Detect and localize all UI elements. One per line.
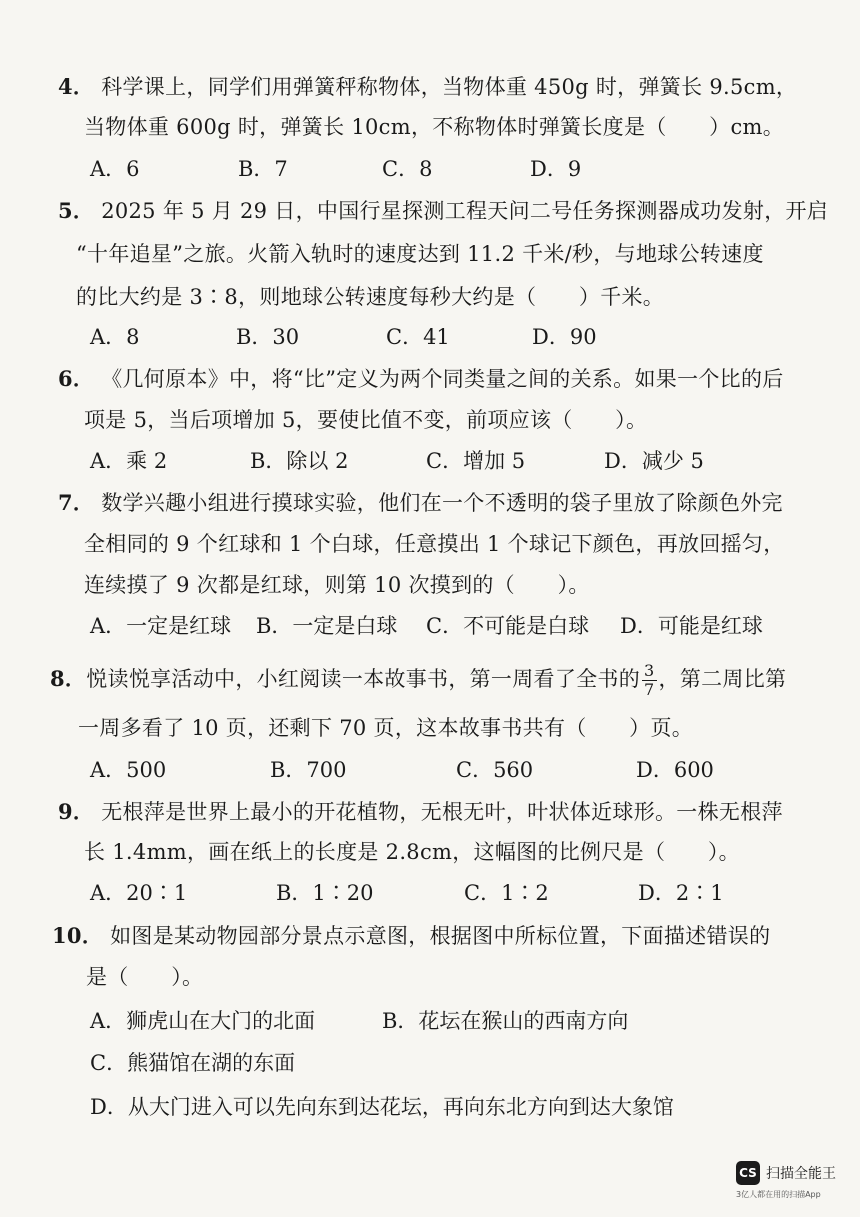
question-8-option-c[interactable]: C．560 — [456, 758, 534, 782]
question-4-option-a[interactable]: A．6 — [90, 157, 140, 181]
question-5-line-3: 的比大约是 3∶8，则地球公转速度每秒大约是（ ）千米。 — [76, 285, 665, 309]
question-6-option-a[interactable]: A．乘 2 — [90, 449, 168, 473]
question-5-number: 5． — [58, 198, 95, 223]
scanner-watermark — [736, 1159, 846, 1203]
watermark-app-name: 扫描全能王 — [766, 1166, 836, 1182]
question-10-option-d[interactable]: D．从大门进入可以先向东到达花坛，再向东北方向到达大象馆 — [90, 1095, 674, 1119]
question-6-option-b[interactable]: B．除以 2 — [250, 449, 349, 473]
camscanner-logo-icon: CS — [736, 1161, 760, 1185]
question-7-option-a[interactable]: A．一定是红球 — [90, 614, 232, 638]
question-4-text-1: 科学课上，同学们用弹簧秤称物体，当物体重 450g 时，弹簧长 9.5cm， — [101, 75, 798, 99]
question-8-text-before: 悦读悦享活动中，小红阅读一本故事书，第一周看了全书的 — [86, 667, 641, 691]
question-8-option-d[interactable]: D．600 — [636, 758, 714, 782]
question-6-line-1 — [58, 365, 784, 393]
question-9-number: 9． — [58, 799, 95, 824]
question-6-option-c[interactable]: C．增加 5 — [426, 449, 526, 473]
watermark-tagline: 3亿人都在用的扫描App — [736, 1190, 821, 1199]
question-7-option-c[interactable]: C．不可能是白球 — [426, 614, 590, 638]
question-5-option-d[interactable]: D．90 — [532, 325, 597, 349]
question-7-text-1: 数学兴趣小组进行摸球实验，他们在一个不透明的袋子里放了除颜色外完 — [101, 491, 783, 515]
fraction-denominator: 7 — [644, 680, 655, 699]
question-5-line-1 — [58, 197, 828, 225]
question-9-option-b[interactable]: B．1∶20 — [276, 881, 374, 905]
question-9-option-d[interactable]: D．2∶1 — [638, 881, 724, 905]
question-5-text-1: 2025 年 5 月 29 日，中国行星探测工程天问二号任务探测器成功发射，开启 — [101, 199, 829, 223]
question-4-line-2: 当物体重 600g 时，弹簧长 10cm，不称物体时弹簧长度是（ ）cm。 — [84, 115, 785, 139]
question-7-option-b[interactable]: B．一定是白球 — [256, 614, 398, 638]
question-10-line-1 — [52, 922, 770, 950]
question-5-option-a[interactable]: A．8 — [90, 325, 140, 349]
question-4-number: 4． — [58, 74, 95, 99]
question-8-line-1 — [50, 662, 786, 699]
question-9-option-c[interactable]: C．1∶2 — [464, 881, 549, 905]
question-4-line-1 — [58, 73, 797, 101]
fraction-numerator: 3 — [644, 661, 655, 680]
question-5-option-b[interactable]: B．30 — [236, 325, 300, 349]
question-8-option-a[interactable]: A．500 — [90, 758, 167, 782]
question-10-option-c[interactable]: C．熊猫馆在湖的东面 — [90, 1051, 296, 1075]
question-4-option-c[interactable]: C．8 — [382, 157, 433, 181]
question-6-line-2: 项是 5，当后项增加 5，要使比值不变，前项应该（ ）。 — [84, 408, 648, 432]
question-9-option-a[interactable]: A．20∶1 — [90, 881, 188, 905]
question-7-line-3: 连续摸了 9 次都是红球，则第 10 次摸到的（ ）。 — [84, 573, 590, 597]
question-7-line-2: 全相同的 9 个红球和 1 个白球，任意摸出 1 个球记下颜色，再放回摇匀， — [84, 532, 785, 556]
question-6-number: 6． — [58, 366, 95, 391]
question-10-line-2: 是（ ）。 — [86, 965, 204, 989]
question-10-option-b[interactable]: B．花坛在猴山的西南方向 — [382, 1009, 629, 1033]
question-8-number: 8． — [50, 666, 87, 691]
question-10-number: 10． — [52, 923, 104, 948]
question-7-number: 7． — [58, 490, 95, 515]
question-7-option-d[interactable]: D．可能是红球 — [620, 614, 763, 638]
question-7-line-1 — [58, 489, 783, 517]
question-10-text-1: 如图是某动物园部分景点示意图，根据图中所标位置，下面描述错误的 — [110, 924, 771, 948]
question-9-line-1 — [58, 798, 783, 826]
question-6-text-1: 《几何原本》中，将“比”定义为两个同类量之间的关系。如果一个比的后 — [101, 367, 784, 391]
question-6-option-d[interactable]: D．减少 5 — [604, 449, 704, 473]
question-8-fraction — [642, 662, 656, 699]
question-9-line-2: 长 1.4mm，画在纸上的长度是 2.8cm，这幅图的比例尺是（ ）。 — [84, 840, 740, 864]
question-5-line-2: “十年追星”之旅。火箭入轨时的速度达到 11.2 千米/秒，与地球公转速度 — [76, 242, 764, 266]
question-8-option-b[interactable]: B．700 — [270, 758, 347, 782]
question-8-text-after: ，第二周比第 — [658, 667, 787, 691]
question-4-option-b[interactable]: B．7 — [238, 157, 288, 181]
question-4-option-d[interactable]: D．9 — [530, 157, 582, 181]
question-8-line-2: 一周多看了 10 页，还剩下 70 页，这本故事书共有（ ）页。 — [78, 716, 694, 740]
question-10-option-a[interactable]: A．狮虎山在大门的北面 — [90, 1009, 316, 1033]
question-9-text-1: 无根萍是世界上最小的开花植物，无根无叶，叶状体近球形。一株无根萍 — [101, 800, 783, 824]
question-5-option-c[interactable]: C．41 — [386, 325, 450, 349]
